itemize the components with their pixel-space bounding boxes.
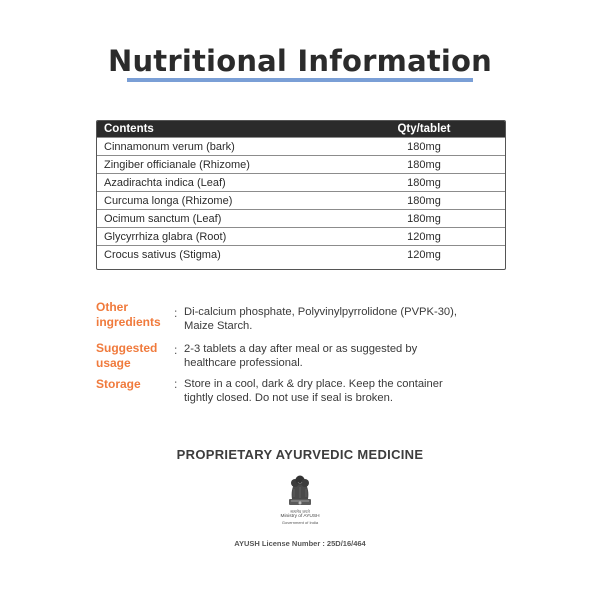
- license-number: AYUSH License Number : 25D/16/464: [234, 539, 366, 548]
- emblem-ministry: Ministry of AYUSH: [280, 514, 320, 519]
- row-content: Azadirachta indica (Leaf): [104, 176, 226, 189]
- emblem: [280, 473, 320, 525]
- label-line: usage: [96, 356, 131, 370]
- label-line: ingredients: [96, 315, 161, 329]
- value-line: Store in a cool, dark & dry place. Keep the container: [184, 378, 443, 390]
- ashoka-emblem-icon: [280, 473, 320, 509]
- row-content: Curcuma longa (Rhizome): [104, 194, 233, 207]
- title-underline: [127, 78, 473, 82]
- row-qty: 180mg: [407, 194, 441, 207]
- row-content: Zingiber officianale (Rhizome): [104, 158, 250, 171]
- row-qty: 120mg: [407, 249, 441, 261]
- suggested-usage-section: [96, 341, 516, 373]
- other-ingredients-label: [96, 300, 172, 330]
- table-row: [97, 227, 505, 245]
- row-qty: 180mg: [407, 140, 441, 153]
- colon: :: [174, 377, 178, 391]
- row-content: Ocimum sanctum (Leaf): [104, 212, 222, 225]
- storage-value: [184, 377, 504, 405]
- colon: :: [174, 306, 178, 320]
- label-line: Suggested: [96, 341, 158, 355]
- row-content: Glycyrrhiza glabra (Root): [104, 230, 227, 243]
- row-qty: 120mg: [407, 230, 441, 243]
- page-title: Nutritional Information: [107, 44, 493, 78]
- storage-label: Storage: [96, 377, 141, 391]
- table-row: [97, 209, 505, 227]
- table-row: [97, 245, 505, 269]
- nutrition-table: [96, 120, 506, 270]
- table-header: [97, 121, 505, 137]
- suggested-usage-value: [184, 342, 504, 370]
- storage-section: [96, 377, 516, 409]
- table-row: [97, 155, 505, 173]
- row-content: Crocus sativus (Stigma): [104, 249, 221, 261]
- value-line: healthcare professional.: [184, 357, 303, 369]
- colon: :: [174, 343, 178, 357]
- label-line: Other: [96, 300, 129, 314]
- emblem-motto: सत्यमेव जयते: [290, 509, 310, 514]
- header-qty: Qty/tablet: [397, 123, 451, 135]
- other-ingredients-section: [96, 300, 516, 332]
- value-line: Maize Starch.: [184, 320, 253, 332]
- table-row: [97, 137, 505, 155]
- table-row: [97, 173, 505, 191]
- row-qty: 180mg: [407, 176, 441, 189]
- row-content: Cinnamonum verum (bark): [104, 140, 235, 153]
- emblem-government: Government of India: [281, 520, 319, 525]
- value-line: Di-calcium phosphate, Polyvinylpyrrolidone (PVPK-30),: [184, 306, 457, 318]
- header-contents: Contents: [104, 123, 154, 135]
- value-line: tightly closed. Do not use if seal is broken.: [184, 392, 393, 404]
- proprietary-heading: PROPRIETARY AYURVEDIC MEDICINE: [176, 447, 424, 462]
- suggested-usage-label: [96, 341, 172, 371]
- row-qty: 180mg: [407, 212, 441, 225]
- row-qty: 180mg: [407, 158, 441, 171]
- value-line: 2-3 tablets a day after meal or as suggested by: [184, 343, 418, 355]
- other-ingredients-value: [184, 305, 504, 333]
- table-row: [97, 191, 505, 209]
